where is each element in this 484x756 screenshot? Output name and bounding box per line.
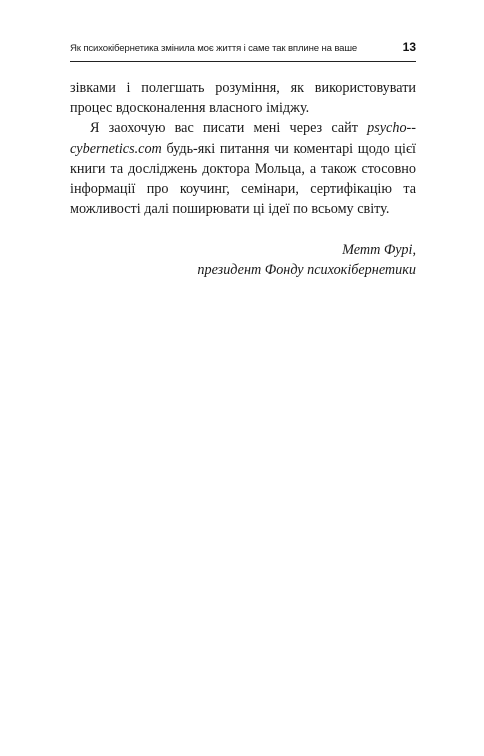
running-header [70,40,416,62]
paragraph-contact-start: Я заохочую вас писати мені через сайт [90,120,368,137]
running-head-title: Як психокібернетика змінила моє життя і саме так вплине на ваше [70,43,358,54]
body-text [70,78,416,219]
author-name: Метт Фурі, [342,242,416,258]
paragraph-contact-end: будь-які питання чи коментарі щодо цієї книги та досліджень доктора Мольца, а також стосовно інформації про коучинг, семінари, сертифікацію та можливості далі поширювати ці ідеї по всьому світу. [70,140,416,218]
paragraph-contact [70,118,416,219]
signature-block [70,240,416,281]
paragraph-continued: зівками і полегшать розуміння, як використовувати процес вдосконалення власного іміджу. [70,80,416,117]
page-number: 13 [402,40,416,54]
author-title: президент Фонду психокібернетики [197,262,416,279]
website-link-text: psycho-cybernetics.com [70,120,416,157]
